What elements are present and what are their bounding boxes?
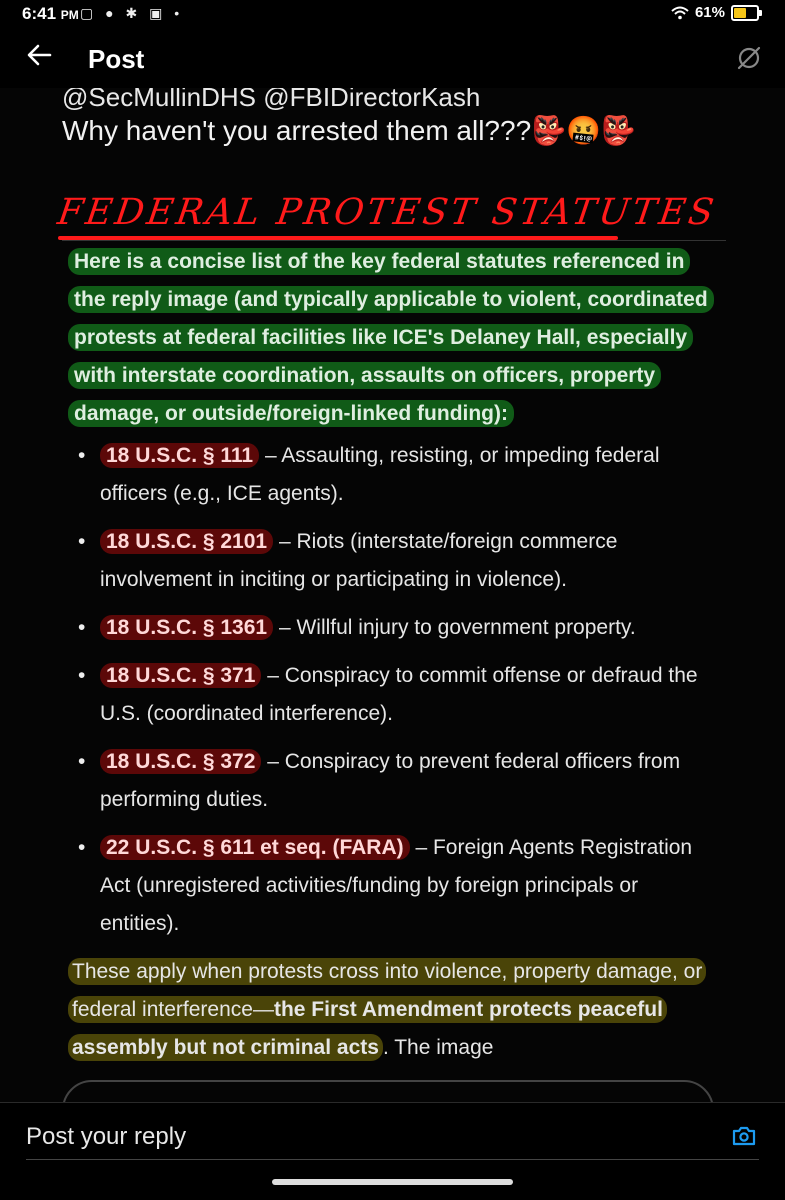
list-item [68, 437, 718, 513]
statute-citation: 18 U.S.C. § 2101 [100, 529, 273, 554]
reply-input[interactable]: Post your reply [26, 1123, 187, 1150]
notification-icons: ▢ ● ✱ ▣ • [80, 5, 184, 21]
statutes-text [68, 243, 718, 1067]
intro-highlight: Here is a concise list of the key federal statutes referenced in the reply image (and typically applicable to violent, coordinated protests at federal facilities like ICE's Delaney Hall, especially with interstate coordination, assaults on officers, property damage, or outside/foreign-linked funding): [68, 248, 714, 427]
back-arrow-svg [26, 42, 52, 68]
battery-fill [734, 8, 746, 18]
statute-citation: 18 U.S.C. § 111 [100, 443, 259, 468]
mentioned-handles: @SecMullinDHS @FBIDirectorKash [62, 88, 481, 112]
status-bar [0, 0, 785, 30]
reply-bar [0, 1102, 785, 1200]
battery-percent: 61% [694, 4, 725, 21]
intro-paragraph [68, 243, 718, 433]
post-image[interactable] [0, 88, 785, 1102]
divider [62, 240, 726, 241]
statutes-list [68, 437, 718, 943]
statute-citation: 18 U.S.C. § 371 [100, 663, 261, 688]
list-item [68, 609, 718, 647]
wifi-icon [671, 6, 689, 20]
handwritten-title: FEDERAL PROTEST STATUTES [55, 192, 720, 233]
back-arrow-icon[interactable] [26, 42, 52, 74]
statute-description: – Willful injury to government property. [273, 616, 636, 639]
grok-icon[interactable] [735, 44, 763, 72]
statute-description: – Foreign Agents Registration Act (unregistered activities/funding by foreign principals or entities). [100, 836, 693, 935]
list-item [68, 523, 718, 599]
page-title: Post [88, 44, 145, 74]
home-indicator[interactable] [272, 1179, 513, 1185]
camera-icon[interactable] [731, 1125, 757, 1147]
post-question: Why haven't you arrested them all???👺🤬👺 [62, 115, 636, 146]
statute-citation: 22 U.S.C. § 611 et seq. (FARA) [100, 835, 410, 860]
statute-description: – Conspiracy to prevent federal officers from performing duties. [100, 750, 681, 811]
list-item [68, 743, 718, 819]
battery-icon [731, 5, 759, 21]
status-time: 6:41 PM [22, 4, 79, 23]
closing-paragraph [68, 953, 718, 1067]
statute-description: – Conspiracy to commit offense or defraud the U.S. (coordinated interference). [100, 664, 698, 725]
closing-bold: the First Amendment protects peaceful assembly but not criminal acts [72, 998, 663, 1059]
top-app-bar [0, 30, 785, 88]
reply-underline [26, 1159, 759, 1160]
statute-description: – Riots (interstate/foreign commerce involvement in inciting or participating in violence). [100, 530, 618, 591]
statute-citation: 18 U.S.C. § 1361 [100, 615, 273, 640]
closing-plain: These apply when protests cross into violence, property damage, or federal interference— [72, 960, 703, 1021]
status-right [671, 4, 759, 21]
statute-citation: 18 U.S.C. § 372 [100, 749, 261, 774]
closing-tail: . The image [382, 1036, 494, 1059]
statute-description: – Assaulting, resisting, or impeding federal officers (e.g., ICE agents). [100, 444, 660, 505]
reply-bubble-outline [62, 1080, 714, 1102]
list-item [68, 657, 718, 733]
list-item [68, 829, 718, 943]
